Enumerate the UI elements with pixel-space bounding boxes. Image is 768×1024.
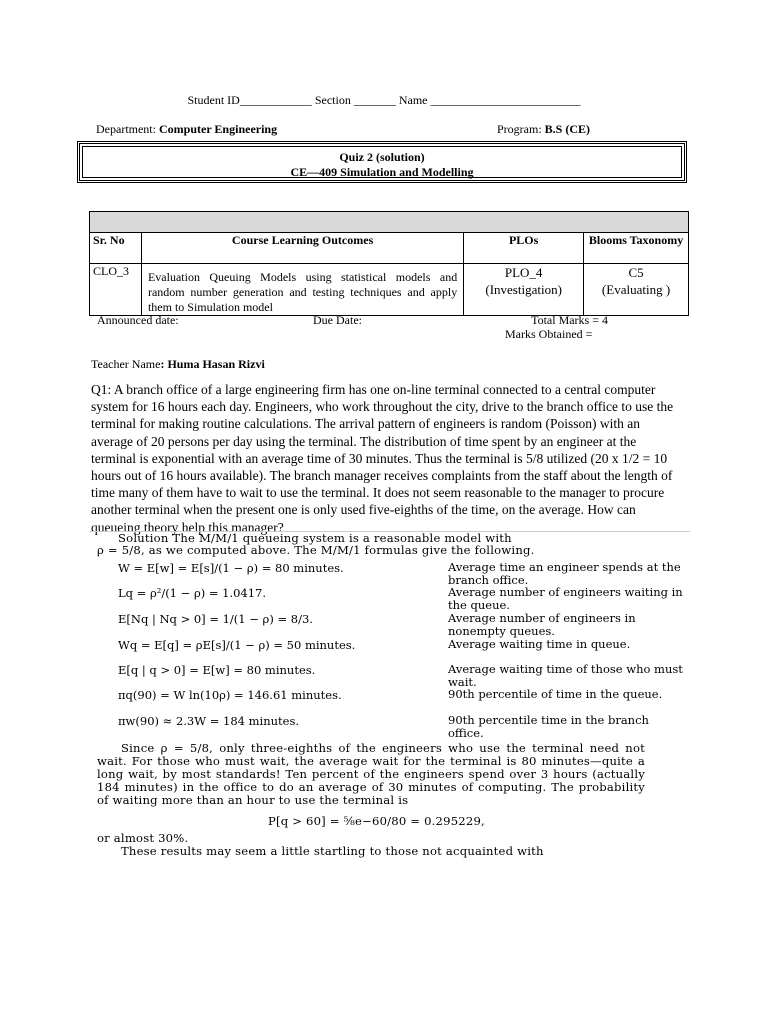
due-date: Due Date: — [313, 313, 362, 327]
quiz-title-box — [77, 141, 687, 183]
department-label: Department: — [96, 122, 159, 136]
cell-bloom — [584, 264, 689, 316]
department — [96, 122, 277, 137]
course-title: CE—409 Simulation and Modelling — [290, 165, 474, 179]
table-shade-row — [90, 212, 689, 233]
cell-sr: CLO_3 — [90, 264, 142, 316]
question-text: Q1: A branch office of a large engineering firm has one on-line terminal connected to a central computer system for 16 hours each day. Engineers, who work throughout the city, drive to the branch office to use the terminal for making routine calculations. The arrival pattern of engineers is random (Poisson) with an average of 20 persons per day using the terminal. The distribution of time spent by an engineer at the terminal is exponential with an average time of 30 minutes. Thus the terminal is 5/8 utilized (20 x 1/2 = 10 hours out of 16 hours available). The branch manager receives complaints from the staff about the length of time many of them have to wait to use the terminal. It does not seem reasonable to the manager to procure another terminal when the present one is only used five-eighths of the time, on the average. How can queueing theory help this manager? — [91, 382, 674, 535]
cell-plo — [464, 264, 584, 316]
plo-sub: (Investigation) — [485, 282, 562, 297]
solution-equation: E[Nq | Nq > 0] = 1/(1 − ρ) = 8/3. — [118, 612, 313, 626]
solution-image-block — [90, 530, 690, 860]
solution-equation: Lq = ρ²/(1 − ρ) = 1.0417. — [118, 586, 267, 600]
teacher-value: : Huma Hasan Rizvi — [160, 357, 265, 371]
solution-paragraph-2: or almost 30%. — [97, 831, 189, 845]
program-label: Program: — [497, 122, 545, 136]
solution-description: Average number of engineers in nonempty queues. — [448, 611, 636, 638]
solution-description: Average number of engineers waiting in the queue. — [448, 585, 683, 612]
marks-obtained: Marks Obtained = — [505, 327, 593, 341]
solution-equation: πq(90) = W ln(10ρ) = 146.61 minutes. — [118, 688, 342, 702]
program — [497, 122, 590, 137]
bloom-code: C5 — [628, 265, 644, 280]
solution-description: Average time an engineer spends at the branch office. — [448, 560, 681, 587]
solution-description: 90th percentile time in the branch office. — [448, 713, 649, 740]
program-value: B.S (CE) — [544, 122, 591, 136]
solution-description: Average waiting time of those who must wait. — [448, 662, 683, 689]
table-header-row — [90, 233, 689, 264]
solution-description: 90th percentile of time in the queue. — [448, 687, 663, 701]
solution-formula: P[q > 60] = ⅝e−60/80 = 0.295229, — [268, 814, 485, 828]
bloom-sub: (Evaluating ) — [601, 282, 671, 297]
quiz-title-inner — [82, 146, 682, 178]
solution-equation: W = E[w] = E[s]/(1 − ρ) = 80 minutes. — [118, 561, 344, 575]
solution-paragraph-3: These results may seem a little startling to those not acquainted with — [121, 844, 544, 858]
solution-intro-2: ρ = 5/8, as we computed above. The M/M/1 formulas give the following. — [97, 543, 535, 557]
solution-equation: Wq = E[q] = ρE[s]/(1 − ρ) = 50 minutes. — [118, 638, 356, 652]
department-value: Computer Engineering — [158, 122, 278, 136]
clo-table — [89, 211, 689, 316]
header-plos: PLOs — [464, 233, 584, 264]
table-row — [90, 264, 689, 316]
solution-paragraph: Since ρ = 5/8, only three-eighths of the engineers who use the terminal need not wait. For those who must wait, the average wait for the terminal is 80 minutes—quite a long wait, by most standards! Ten percent of the engineers spend over 3 hours (actually 184 minutes) in the office to do an average of 30 minutes of computing. The probability of waiting more than an hour to use the terminal is — [97, 741, 645, 807]
header-blooms: Blooms Taxonomy — [584, 233, 689, 264]
quiz-title: Quiz 2 (solution) — [339, 150, 425, 164]
student-info-line: Student ID____________ Section _______ Name _________________________ — [187, 93, 581, 107]
plo-code: PLO_4 — [504, 265, 543, 280]
solution-equation: πw(90) ≈ 2.3W = 184 minutes. — [118, 714, 299, 728]
solution-equation: E[q | q > 0] = E[w] = 80 minutes. — [118, 663, 316, 677]
announced-date: Announced date: — [97, 313, 179, 327]
cell-outcome: Evaluation Queuing Models using statistical models and random number generation and testing techniques and apply them to Simulation model — [141, 264, 463, 316]
header-sr-no: Sr. No — [90, 233, 142, 264]
solution-intro-1: Solution The M/M/1 queueing system is a reasonable model with — [118, 531, 512, 545]
teacher-name — [91, 357, 265, 372]
teacher-label: Teacher Name — [91, 357, 161, 371]
total-marks: Total Marks = 4 — [531, 313, 608, 327]
solution-description: Average waiting time in queue. — [448, 637, 631, 651]
header-clo: Course Learning Outcomes — [141, 233, 463, 264]
